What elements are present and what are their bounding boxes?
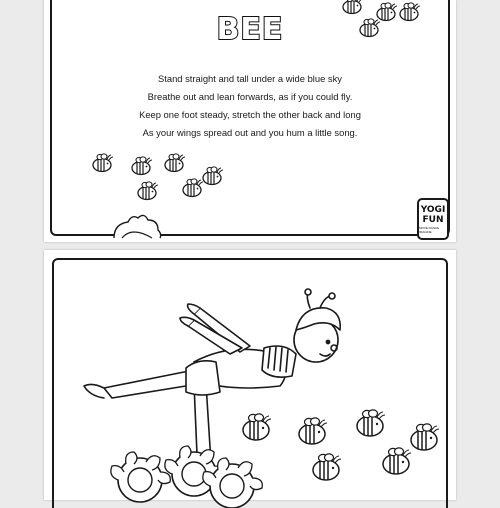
- top-decorations: [44, 0, 456, 242]
- logo-tagline: MOVE DANCE IMAGINE: [419, 225, 440, 234]
- bee-icon: [183, 179, 203, 197]
- poem-line: As your wings spread out and you hum a little song.: [142, 127, 358, 138]
- logo-line: YOGI: [420, 204, 446, 215]
- bee-icon: [400, 3, 420, 21]
- yogi-fun-logo: [417, 198, 449, 240]
- coloring-page-bottom: [44, 250, 456, 500]
- sunflower-icon: [114, 215, 161, 238]
- poem-line: Breathe out and lean forwards, as if you could fly.: [147, 91, 353, 102]
- bee-icon: [165, 154, 185, 172]
- bee-icon: [138, 182, 158, 200]
- child-yoga-pose-illustration: [44, 250, 456, 500]
- bee-icon: [360, 19, 380, 37]
- page-title: BEE: [216, 12, 284, 47]
- bee-icon: [383, 448, 411, 474]
- bee-icon: [313, 454, 341, 480]
- sunflower-icon: [111, 452, 170, 502]
- bee-icon: [377, 3, 397, 21]
- bee-icon: [132, 157, 152, 175]
- poem-line: Stand straight and tall under a wide blue sky: [158, 73, 342, 84]
- bee-icon: [93, 154, 113, 172]
- bee-icon: [203, 167, 223, 185]
- bee-icon: [357, 410, 385, 436]
- bee-icon: [343, 0, 363, 14]
- poem-line: Keep one foot steady, stretch the other back and long: [139, 109, 361, 120]
- bee-icon: [411, 424, 439, 450]
- bee-icon: [299, 418, 327, 444]
- logo-line: FUN: [422, 214, 444, 225]
- bee-icon: [243, 414, 271, 440]
- coloring-page-top: [44, 0, 456, 242]
